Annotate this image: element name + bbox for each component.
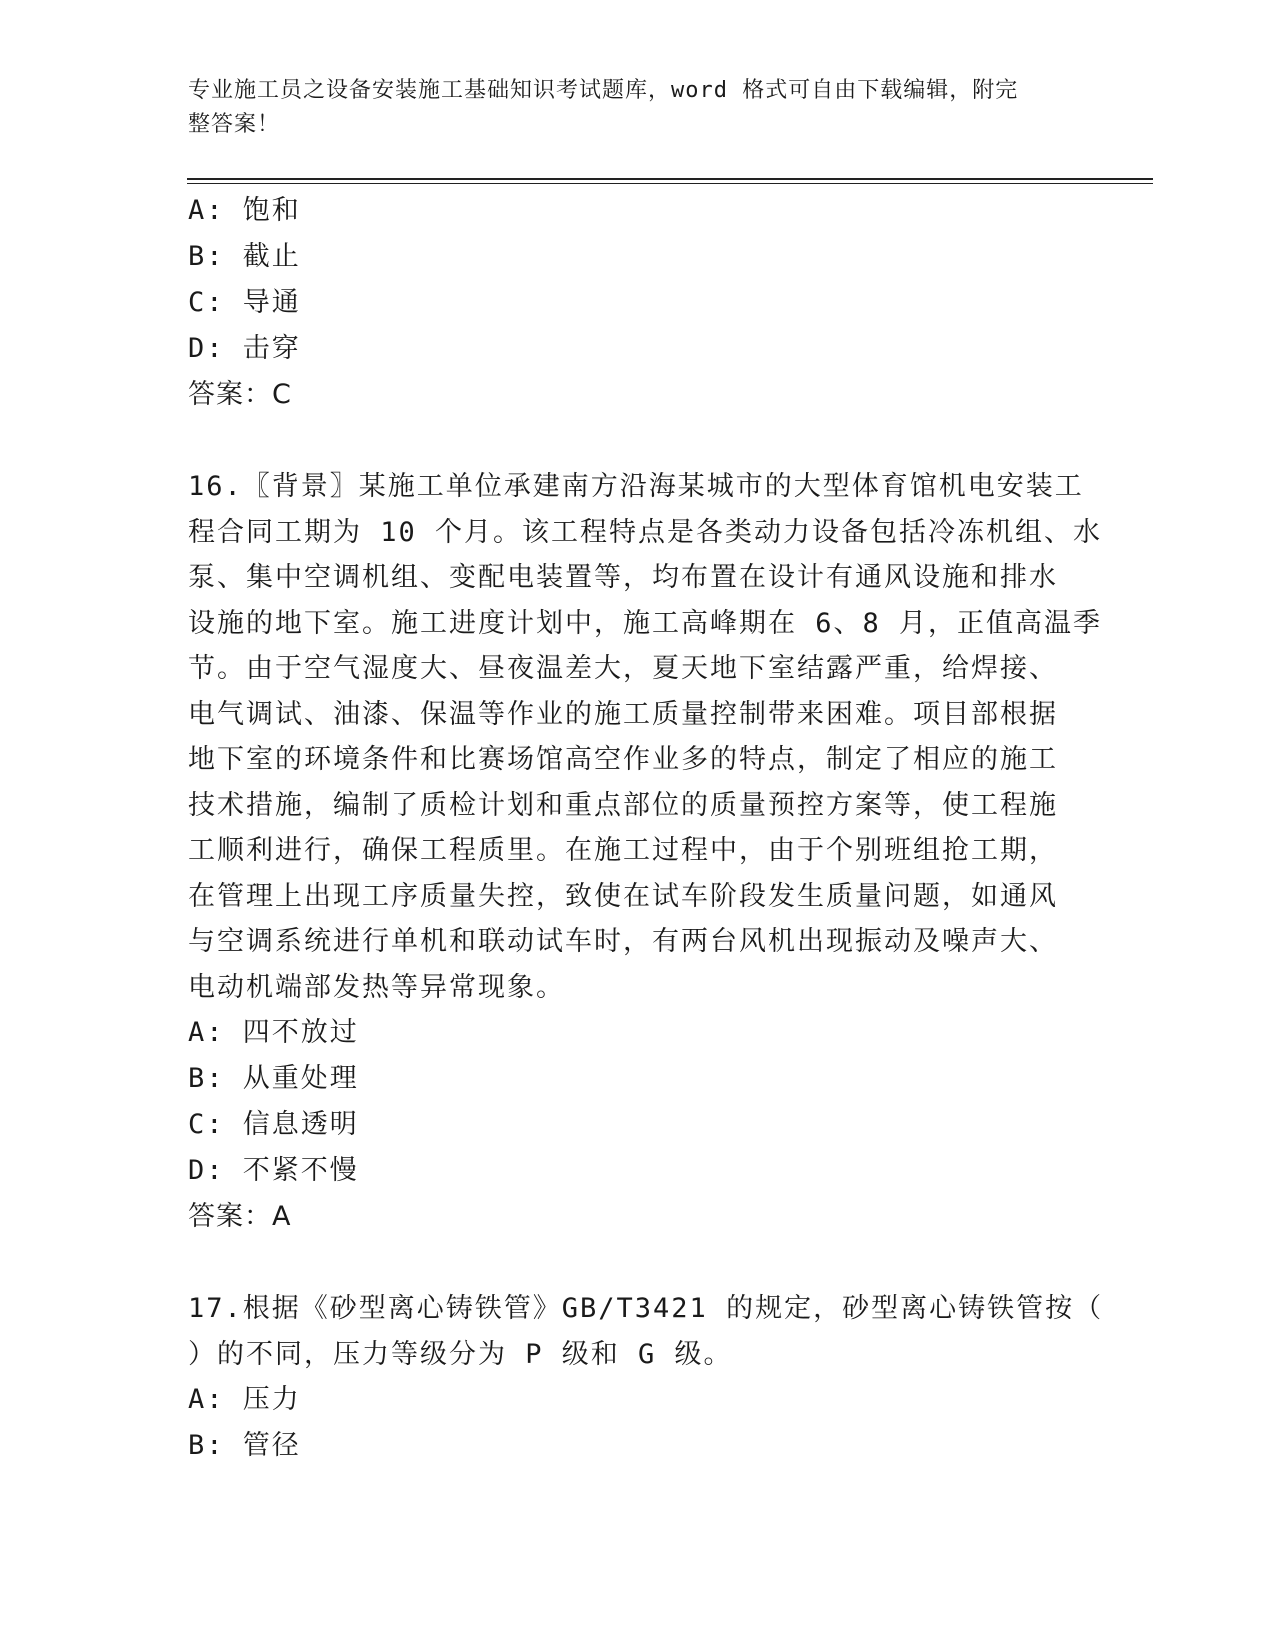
question-17	[188, 1286, 1104, 1469]
question-line: 与空调系统进行单机和联动试车时，有两台风机出现振动及噪声大、	[188, 926, 1058, 957]
question-line: 节。由于空气湿度大、昼夜温差大，夏天地下室结露严重，给焊接、	[188, 653, 1058, 684]
question-16	[188, 464, 1103, 1240]
option-b: B: 截止	[188, 241, 301, 272]
question-line: 电动机端部发热等异常现象。	[188, 971, 565, 1003]
question-16-text	[188, 464, 1103, 1010]
header-line-1: 专业施工员之设备安装施工基础知识考试题库，word 格式可自由下载编辑，附完	[188, 78, 1019, 103]
question-line: 在管理上出现工序质量失控，致使在试车阶段发生质量问题，如通风	[188, 880, 1058, 912]
option-a: A: 四不放过	[188, 1017, 359, 1048]
header-rule-thick	[187, 178, 1153, 180]
header-rule-thin	[187, 183, 1153, 184]
option-d: D: 不紧不慢	[188, 1155, 359, 1186]
option-c: C: 信息透明	[188, 1109, 359, 1140]
question-15-options	[188, 188, 1088, 418]
question-line: 程合同工期为 10 个月。该工程特点是各类动力设备包括冷冻机组、水	[188, 516, 1103, 548]
option-b: B: 管径	[188, 1430, 301, 1461]
question-line: 技术措施，编制了质检计划和重点部位的质量预控方案等，使工程施	[188, 789, 1058, 821]
question-line: 17.根据《砂型离心铸铁管》GB/T3421 的规定，砂型离心铸铁管按（	[188, 1293, 1104, 1324]
question-line: 工顺利进行，确保工程质里。在施工过程中，由于个别班组抢工期，	[188, 835, 1058, 866]
question-17-text	[188, 1286, 1104, 1377]
question-line: 设施的地下室。施工进度计划中，施工高峰期在 6、8 月，正值高温季	[188, 607, 1103, 639]
option-a: A: 压力	[188, 1384, 301, 1415]
option-a: A: 饱和	[188, 195, 301, 226]
option-b: B: 从重处理	[188, 1063, 359, 1094]
spacer	[188, 418, 1088, 464]
question-line: 泵、集中空调机组、变配电装置等，均布置在设计有通风设施和排水	[188, 562, 1058, 593]
option-d: D: 击穿	[188, 333, 301, 364]
question-line: 地下室的环境条件和比赛场馆高空作业多的特点，制定了相应的施工	[188, 744, 1058, 775]
option-c: C: 导通	[188, 287, 301, 318]
answer-line: 答案：C	[188, 379, 292, 410]
spacer	[188, 1240, 1088, 1286]
question-line: 16.〖背景〗某施工单位承建南方沿海某城市的大型体育馆机电安装工	[188, 471, 1084, 502]
header-line-2: 整答案！	[188, 112, 281, 137]
document-header	[188, 74, 1068, 142]
answer-line: 答案：A	[188, 1201, 292, 1232]
question-line: 电气调试、油漆、保温等作业的施工质量控制带来困难。项目部根据	[188, 698, 1058, 730]
document-body	[188, 188, 1104, 1469]
question-line: ）的不同，压力等级分为 P 级和 G 级。	[188, 1338, 733, 1370]
